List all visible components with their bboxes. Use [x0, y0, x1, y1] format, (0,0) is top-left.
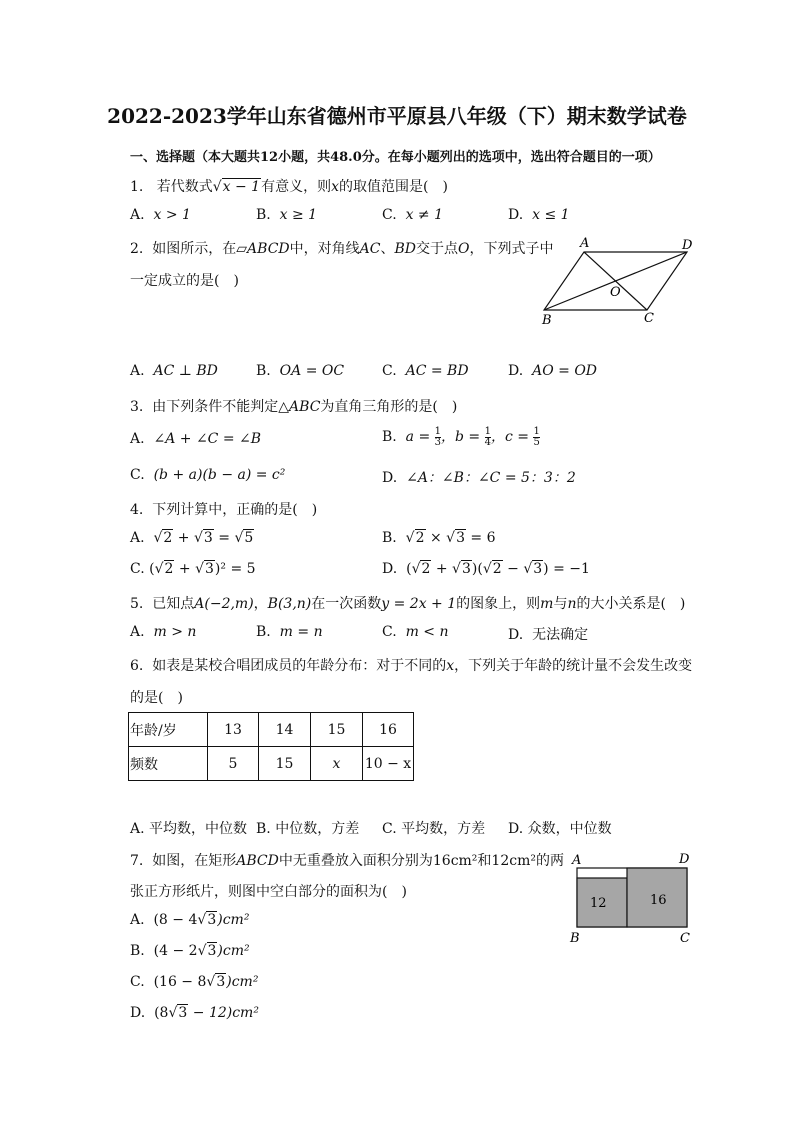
option-a: A. m > n: [130, 624, 197, 640]
option-d: D. (√2 + √3)(√2 − √3) = −1: [382, 561, 590, 577]
table-cell: x: [311, 747, 363, 781]
option-c: C. m < n: [382, 624, 449, 640]
option-a: A. (8 − 4√3)cm²: [130, 912, 250, 928]
option-a: A. √2 + √3 = √5: [130, 530, 254, 546]
table-cell: 15: [259, 747, 311, 781]
question-3: 3. 由下列条件不能判定△ABC为直角三角形的是( ): [130, 399, 458, 415]
table-cell: 14: [259, 713, 311, 747]
question-7: 7. 如图，在矩形ABCD中无重叠放入面积分别为16cm²和12cm²的两: [130, 853, 564, 869]
question-6: 6. 如表是某校合唱团成员的年龄分布：对于不同的x，下列关于年龄的统计量不会发生改变: [130, 658, 693, 674]
option-b: B. 中位数，方差: [256, 821, 360, 837]
option-a: A. 平均数，中位数: [130, 821, 248, 837]
label-b: B: [542, 313, 552, 328]
page-title: 2022-2023学年山东省德州市平原县八年级（下）期末数学试卷: [107, 104, 687, 128]
option-c: C. AC = BD: [382, 363, 469, 379]
option-d: D. 无法确定: [508, 627, 589, 643]
option-d: D. AO = OD: [508, 363, 598, 379]
table-row: [129, 747, 414, 781]
option-c: C. x ≠ 1: [382, 207, 444, 223]
question-2-line2: 一定成立的是( ): [130, 273, 239, 289]
question-2: 2. 如图所示，在▱ABCD中，对角线AC、BD交于点O，下列式子中: [130, 241, 554, 257]
question-5: 5. 已知点A(−2,m)，B(3,n)在一次函数y = 2x + 1的图象上，则m与n的大小关系是( ): [130, 596, 686, 612]
radicand: x − 1: [222, 179, 261, 195]
option-b: B. m = n: [256, 624, 323, 640]
table-cell: 13: [208, 713, 259, 747]
option-d: D. (8√3 − 12)cm²: [130, 1005, 259, 1021]
table-cell: 15: [311, 713, 363, 747]
option-b: B. (4 − 2√3)cm²: [130, 943, 250, 959]
label-c: C: [680, 931, 690, 946]
age-table: [128, 712, 414, 781]
option-a: A. AC ⊥ BD: [130, 363, 218, 379]
option-c: C. (b + a)(b − a) = c²: [130, 467, 286, 483]
question-text: 的取值范围是( ): [338, 179, 448, 195]
label-d: D: [682, 238, 693, 253]
question-number: 1.: [130, 179, 144, 195]
table-cell: 16: [363, 713, 414, 747]
table-cell: 频数: [129, 747, 208, 781]
label-c: C: [644, 311, 654, 326]
option-c: C. 平均数，方差: [382, 821, 486, 837]
label-a: A: [572, 853, 582, 868]
table-cell: 5: [208, 747, 259, 781]
question-text: 有意义，则: [261, 179, 332, 195]
question-1: 1. 若代数式√x − 1有意义，则x的取值范围是( ): [130, 179, 448, 195]
option-c: C. (√2 + √3)² = 5: [130, 561, 256, 577]
diagonal-bd: [544, 252, 687, 310]
table-cell: 10 − x: [363, 747, 414, 781]
option-d: D. ∠A：∠B：∠C = 5：3：2: [382, 470, 576, 486]
parallelogram-figure: [540, 236, 700, 331]
option-b: B. a = $\frac{1}{3}$ ，b = $\frac{1}{4}$ ，c = $\frac{1}{5}$: [382, 425, 540, 448]
label-d: D: [679, 852, 690, 867]
question-7-line2: 张正方形纸片，则图中空白部分的面积为( ): [130, 884, 407, 900]
option-a: A. x > 1: [130, 207, 191, 223]
label-b: B: [570, 931, 580, 946]
option-c: C. (16 − 8√3)cm²: [130, 974, 259, 990]
rectangle-figure: [566, 850, 696, 950]
label-o: O: [610, 285, 621, 300]
label-a: A: [580, 236, 590, 251]
option-a: A. ∠A + ∠C = ∠B: [130, 431, 262, 447]
option-b: B. x ≥ 1: [256, 207, 318, 223]
variable: x: [331, 179, 339, 195]
question-4: 4. 下列计算中，正确的是( ): [130, 502, 318, 518]
section-heading: 一、选择题（本大题共12小题，共48.0分。在每小题列出的选项中，选出符合题目的一项）: [130, 150, 661, 165]
option-d: D. x ≤ 1: [508, 207, 570, 223]
table-cell: 年龄/岁: [129, 713, 208, 747]
label-16: 16: [650, 893, 667, 908]
question-6-line2: 的是( ): [130, 690, 183, 706]
table-row: [129, 713, 414, 747]
label-12: 12: [590, 896, 607, 911]
option-b: B. √2 × √3 = 6: [382, 530, 496, 546]
question-text: 若代数式: [156, 179, 213, 195]
option-b: B. OA = OC: [256, 363, 345, 379]
option-d: D. 众数，中位数: [508, 821, 612, 837]
